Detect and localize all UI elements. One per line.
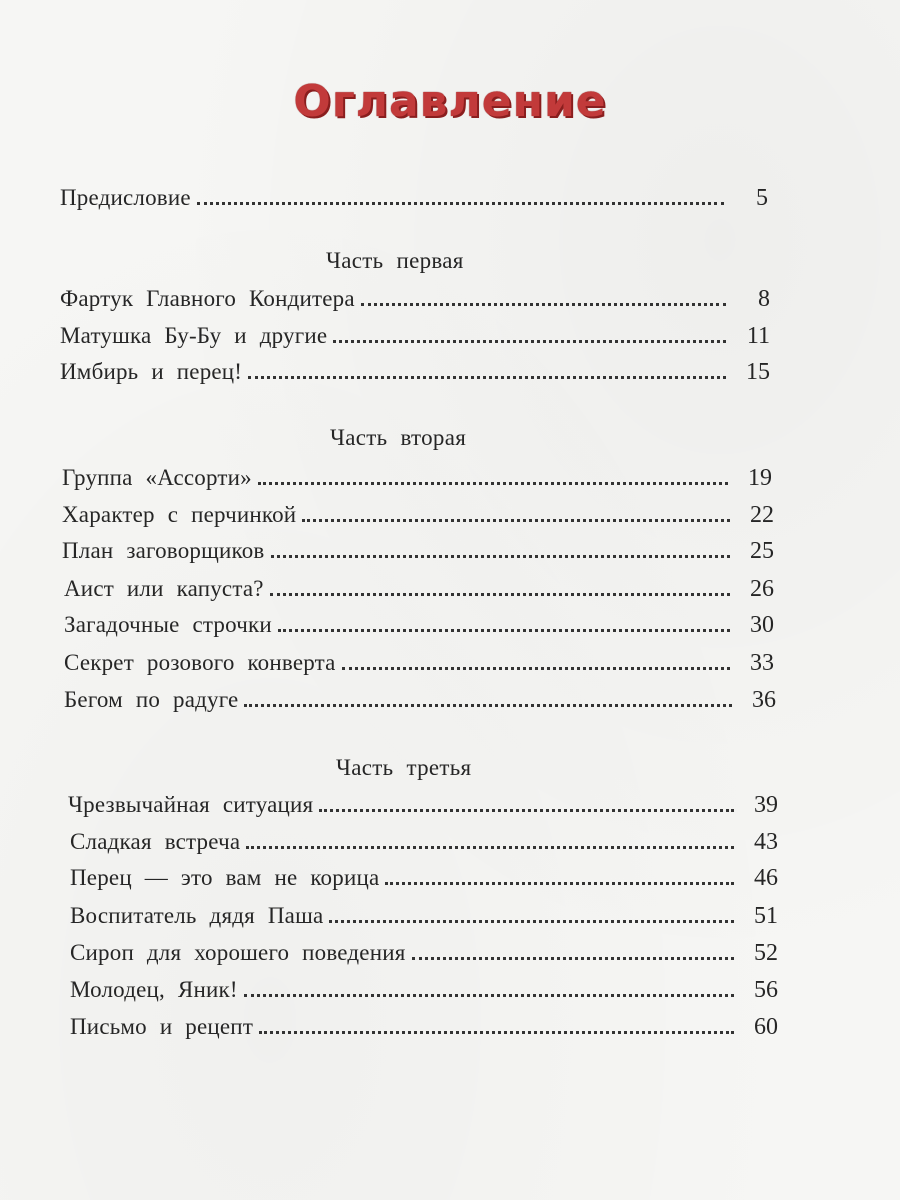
dot-leader: [244, 994, 734, 997]
toc-entry-page: 36: [752, 687, 776, 713]
toc-entry-label: Загадочные строчки: [64, 612, 272, 637]
dot-leader: [319, 809, 734, 812]
toc-entry-page: 11: [746, 323, 770, 349]
toc-entry[interactable]: [64, 680, 776, 714]
toc-entry[interactable]: [70, 858, 778, 892]
part-heading: Часть третья: [336, 755, 472, 780]
dot-leader: [271, 555, 731, 558]
toc-entry[interactable]: [60, 316, 770, 350]
dot-leader: [342, 667, 730, 670]
toc-entry-label: Воспитатель дядя Паша: [70, 903, 324, 928]
toc-entry[interactable]: [62, 531, 774, 565]
toc-entry-page: 26: [750, 576, 774, 602]
toc-entry-label: Бегом по радуге: [64, 687, 239, 712]
toc-entry[interactable]: [64, 605, 774, 639]
part-heading: Часть первая: [326, 248, 464, 273]
toc-entry-preface[interactable]: [60, 178, 768, 212]
toc-entry-label: Чрезвычайная ситуация: [68, 792, 314, 817]
dot-leader: [278, 629, 730, 632]
toc-entry[interactable]: [64, 569, 774, 603]
dot-leader: [385, 882, 734, 885]
toc-entry-label: Сироп для хорошего поведения: [70, 940, 406, 965]
toc-entry[interactable]: [70, 896, 778, 930]
toc-entry-page: 60: [754, 1014, 778, 1040]
dot-leader: [244, 704, 732, 707]
toc-entry[interactable]: [64, 643, 774, 677]
toc-entry-page: 39: [754, 792, 778, 818]
toc-entry-page: 22: [750, 502, 774, 528]
toc-entry-label: Предисловие: [60, 185, 191, 210]
toc-entry[interactable]: [70, 1007, 778, 1041]
toc-entry-label: Характер с перчинкой: [62, 502, 297, 527]
toc-entry[interactable]: [70, 970, 778, 1004]
toc-entry-label: Имбирь и перец!: [60, 359, 243, 384]
toc-entry-page: 43: [754, 829, 778, 855]
dot-leader: [270, 593, 730, 596]
toc-entry-page: 30: [750, 612, 774, 638]
toc-entry[interactable]: [60, 352, 770, 386]
page-title: Оглавление: [293, 76, 607, 127]
toc-entry-label: План заговорщиков: [62, 538, 265, 563]
toc-entry-page: 46: [754, 865, 778, 891]
toc-entry-label: Молодец, Яник!: [70, 977, 238, 1002]
dot-leader: [302, 519, 730, 522]
dot-leader: [197, 202, 724, 205]
toc-entry-label: Группа «Ассорти»: [62, 465, 252, 490]
dot-leader: [361, 303, 726, 306]
toc-entry-label: Фартук Главного Кондитера: [60, 286, 355, 311]
toc-entry-page: 5: [756, 185, 768, 211]
toc-entry-label: Аист или капуста?: [64, 576, 264, 601]
toc-entry[interactable]: [62, 458, 772, 492]
toc-entry-page: 15: [746, 359, 770, 385]
toc-entry-page: 52: [754, 940, 778, 966]
toc-entry-label: Матушка Бу-Бу и другие: [60, 323, 328, 348]
dot-leader: [258, 482, 728, 485]
dot-leader: [329, 920, 734, 923]
toc-entry-page: 19: [748, 465, 772, 491]
dot-leader: [333, 340, 726, 343]
toc-entry-label: Перец — это вам не корица: [70, 865, 380, 890]
dot-leader: [259, 1031, 734, 1034]
toc-entry-page: 51: [754, 903, 778, 929]
toc-entry[interactable]: [70, 822, 778, 856]
toc-entry-page: 56: [754, 977, 778, 1003]
toc-entry-label: Сладкая встреча: [70, 829, 241, 854]
part-heading: Часть вторая: [330, 425, 467, 450]
dot-leader: [412, 957, 734, 960]
dot-leader: [248, 376, 726, 379]
toc-entry-label: Письмо и рецепт: [70, 1014, 254, 1039]
toc-entry[interactable]: [62, 495, 774, 529]
toc-entry-page: 33: [750, 650, 774, 676]
toc-entry[interactable]: [68, 785, 778, 819]
toc-entry-page: 8: [758, 286, 770, 312]
toc-entry-page: 25: [750, 538, 774, 564]
dot-leader: [246, 846, 734, 849]
toc-entry[interactable]: [60, 279, 770, 313]
toc-entry[interactable]: [70, 933, 778, 967]
toc-entry-label: Секрет розового конверта: [64, 650, 336, 675]
